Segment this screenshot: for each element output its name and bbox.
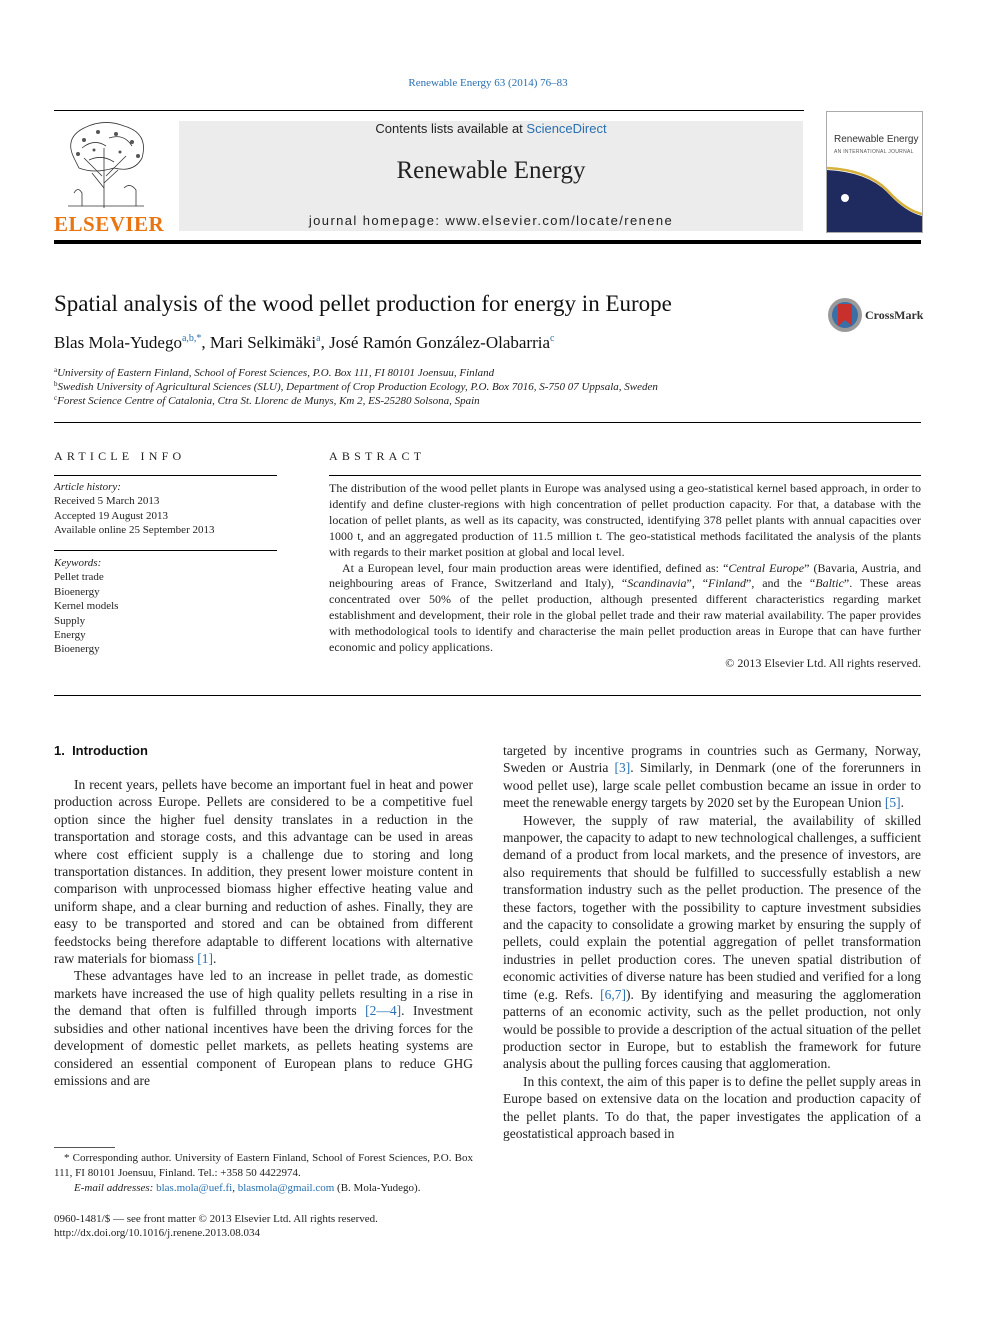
affiliation-mark: a: [54, 366, 58, 374]
body-paragraph: targeted by incentive programs in countries such as Germany, Norway, Sweden or Austria [3]. Similarly, in Denmark (one of the forerunners in wood pellet use), large scale pellet combustion became an issue in order to meet the renewable energy targets by 2020 set by the European Union [5].: [503, 743, 922, 811]
citation-link[interactable]: [5]: [884, 795, 901, 811]
history-accepted: Accepted 19 August 2013: [54, 509, 168, 522]
info-top-rule: [54, 422, 921, 423]
body-paragraph: In recent years, pellets have become an important fuel in heat and power production across Europe. Pellets are considered to be a competitive fuel option since the higher fuel density translates in a reduction in the transportation and storage costs, and this advantage can be used in areas where cost efficient supply is a challenge due to storing and long transportation distances. In addition, they present lower moisture content in comparison with unprocessed biomass higher effective heating value and uniform shape, and a clear burning and reduction of ashes. Finally, they are easy to be transported and stored and can be obtained from different feedstocks being therefore adaptable to different locations with alternative raw materials for biomass [1].: [54, 777, 473, 967]
body-paragraph: In this context, the aim of this paper is to define the pellet supply areas in Europe based on extensive data on the location and production capacity of the pellet plants. To do that, the paper investigates the application of a geostatistical approach based in: [503, 1073, 921, 1141]
issn-line: 0960-1481/$ — see front matter © 2013 Elsevier Ltd. All rights reserved.: [54, 1213, 378, 1225]
affiliation: [54, 380, 658, 393]
abstract-body: [329, 481, 921, 672]
section-heading: 1. Introduction: [54, 743, 148, 758]
citation-link[interactable]: [6,7]: [600, 986, 626, 1002]
affiliation-text: Swedish University of Agricultural Sciences (SLU), Department of Crop Production Ecology, P.O. Box 7016, S-750 07 Uppsala, Sweden: [57, 381, 658, 393]
keyword: Bioenergy: [54, 585, 100, 598]
affiliation-text: Forest Science Centre of Catalonia, Ctra St. Llorenc de Munys, Km 2, ES-25280 Solsona, Spain: [57, 395, 480, 407]
journal-homepage[interactable]: journal homepage: www.elsevier.com/locate/renene: [308, 213, 674, 228]
corresponding-star[interactable]: *: [196, 333, 202, 344]
keyword: Supply: [54, 614, 86, 627]
author-affil-mark[interactable]: a: [316, 333, 321, 344]
abstract-heading: ABSTRACT: [329, 449, 426, 463]
affiliation: [54, 366, 494, 379]
contents-prefix: Contents lists available at: [375, 121, 527, 136]
citation-link[interactable]: [1]: [197, 951, 213, 967]
author-name: Blas Mola-Yudego: [54, 333, 182, 352]
abstract-rule: [329, 475, 921, 476]
header-bottom-rule: [54, 240, 921, 244]
corresponding-author-note: * Corresponding author. University of Eastern Finland, School of Forest Sciences, P.O. Box 111, FI 80101 Joensuu, Finland. Tel.: +358 50 4422974.: [54, 1152, 473, 1179]
email-link[interactable]: blas.mola@uef.fi: [156, 1182, 233, 1194]
abstract-paragraph: The distribution of the wood pellet plants in Europe was analysed using a geo-statistical kernel based approach, in order to identify and define cluster-regions with high concentration of pellet production capacity. For that, a database with the location of pellet plants, as well as its capacity, was constructed, identifying 378 pellet plants with annual capacities over 1000 t, and an aggregated production of 11.5 million t. The geo-statistical methods facilitated the analysis of the plants with regards to their market position at global and local level.: [329, 481, 921, 559]
cover-subtitle: AN INTERNATIONAL JOURNAL: [834, 149, 914, 155]
history-received: Received 5 March 2013: [54, 495, 160, 508]
keyword: Bioenergy: [54, 643, 100, 656]
affiliation-mark: b: [54, 380, 58, 388]
citation-link[interactable]: [3]: [614, 760, 631, 776]
footnote-rule: [54, 1147, 115, 1148]
abstract-copyright: © 2013 Elsevier Ltd. All rights reserved.: [725, 655, 921, 670]
crossmark-icon: [826, 296, 864, 334]
author-affil-mark[interactable]: a,b,: [181, 333, 197, 344]
footnote: [54, 1151, 473, 1196]
article-info-rule: [54, 475, 277, 476]
article-title: Spatial analysis of the wood pellet production for energy in Europe: [54, 291, 672, 316]
keywords-rule: [54, 550, 277, 551]
elsevier-wordmark: ELSEVIER: [54, 212, 165, 236]
abstract-paragraph: At a European level, four main production areas were identified, defined as: “Central Europe” (Bavaria, Austria, and neighbouring areas of France, Switzerland and Italy), “Scandinavia”, “Finland”, and the “Baltic”. These areas concentrated over 50% of the pellet production, although presented different characteristics regarding market establishment and development, their role in the global pellet trade and their raw material availability. The paper provides with methodological tools to identify and characterise the main pellet production areas in Europe that can have further economic and policy applications.: [329, 560, 922, 655]
keyword: Kernel models: [54, 600, 119, 613]
abstract-bottom-rule: [54, 695, 921, 696]
affiliation-text: University of Eastern Finland, School of Forest Sciences, P.O. Box 111, FI 80101 Joensuu, Finland: [57, 367, 495, 379]
article-history: [54, 480, 277, 538]
keyword: Energy: [54, 629, 86, 642]
body-paragraph: These advantages have led to an increase in pellet trade, as domestic markets have increased the use of high quality pellets resulting in a rise in the demand that often is fulfilled through imports [2—4]. Investment subsidies and other national incentives have been the driving forces for the development of domestic pellet markets, as pellets heating systems are considered an essential component of European plans to reduce GHG emissions and are: [54, 968, 473, 1088]
cover-title: Renewable Energy: [834, 134, 919, 145]
keywords: [54, 556, 277, 657]
journal-cover-thumbnail[interactable]: [826, 111, 923, 233]
crossmark-badge[interactable]: [826, 296, 926, 336]
email-label: E-mail addresses:: [74, 1182, 154, 1194]
contents-line: [179, 121, 803, 136]
header-top-rule: [54, 110, 804, 111]
history-label: Article history:: [54, 481, 121, 493]
email-line: E-mail addresses: blas.mola@uef.fi, blasmola@gmail.com (B. Mola-Yudego).: [74, 1182, 421, 1194]
body-right-column: [503, 742, 921, 1142]
author-list: Blas Mola-Yudego$^{a,b,*}$, Mari Selkimäki$^a$, José Ramón González-Olabarria$^c$: [54, 333, 555, 352]
body-paragraph: However, the supply of raw material, the availability of skilled manpower, the capacity to adapt to new technological challenges, a sufficient demand of a product from local markets, and the presence of investors, are also requirements that should be fulfilled to successfully establish a new transformation industry such as the pellet production. The presence of the these factors, together with the possibility to capture investment subsidies and the capacity to consolidate a growing market by ensuring the supply of pellets, could explain the potential aggregation of pellet transformation industries in pellet production cores. The uneven spatial distribution of economic activities of diverse nature has been studied and verified for a long time (e.g. Refs. [6,7]). By identifying and measuring the agglomeration patterns of an economic activity, such as the pellet production, not only would be possible to provide a description of the actual situation of the pellet production sector in Europe, but to establish the framework for future analysis about the pulling forces causing that agglomeration.: [503, 812, 921, 1072]
history-online: Available online 25 September 2013: [54, 524, 215, 537]
keyword: Pellet trade: [54, 571, 104, 584]
citation-link[interactable]: [2—4]: [365, 1003, 402, 1019]
affiliation-mark: c: [54, 394, 58, 402]
article-info-heading: ARTICLE INFO: [54, 449, 186, 463]
cover-wave-graphic: [827, 112, 922, 232]
journal-title: Renewable Energy: [396, 157, 586, 184]
doi-link[interactable]: http://dx.doi.org/10.1016/j.renene.2013.08.034: [54, 1227, 261, 1239]
sciencedirect-link[interactable]: ScienceDirect: [526, 121, 607, 136]
keywords-label: Keywords:: [54, 557, 102, 569]
author-name: José Ramón González-Olabarria: [329, 333, 551, 352]
crossmark-label: CrossMark: [865, 308, 924, 322]
journal-reference[interactable]: Renewable Energy 63 (2014) 76–83: [408, 77, 568, 89]
email-link[interactable]: blasmola@gmail.com: [237, 1182, 335, 1194]
elsevier-tree-icon: [54, 118, 158, 210]
author-affil-mark[interactable]: c: [550, 333, 555, 344]
body-left-column: [54, 776, 473, 1089]
author-name: Mari Selkimäki: [209, 333, 317, 352]
affiliation: [54, 394, 480, 407]
